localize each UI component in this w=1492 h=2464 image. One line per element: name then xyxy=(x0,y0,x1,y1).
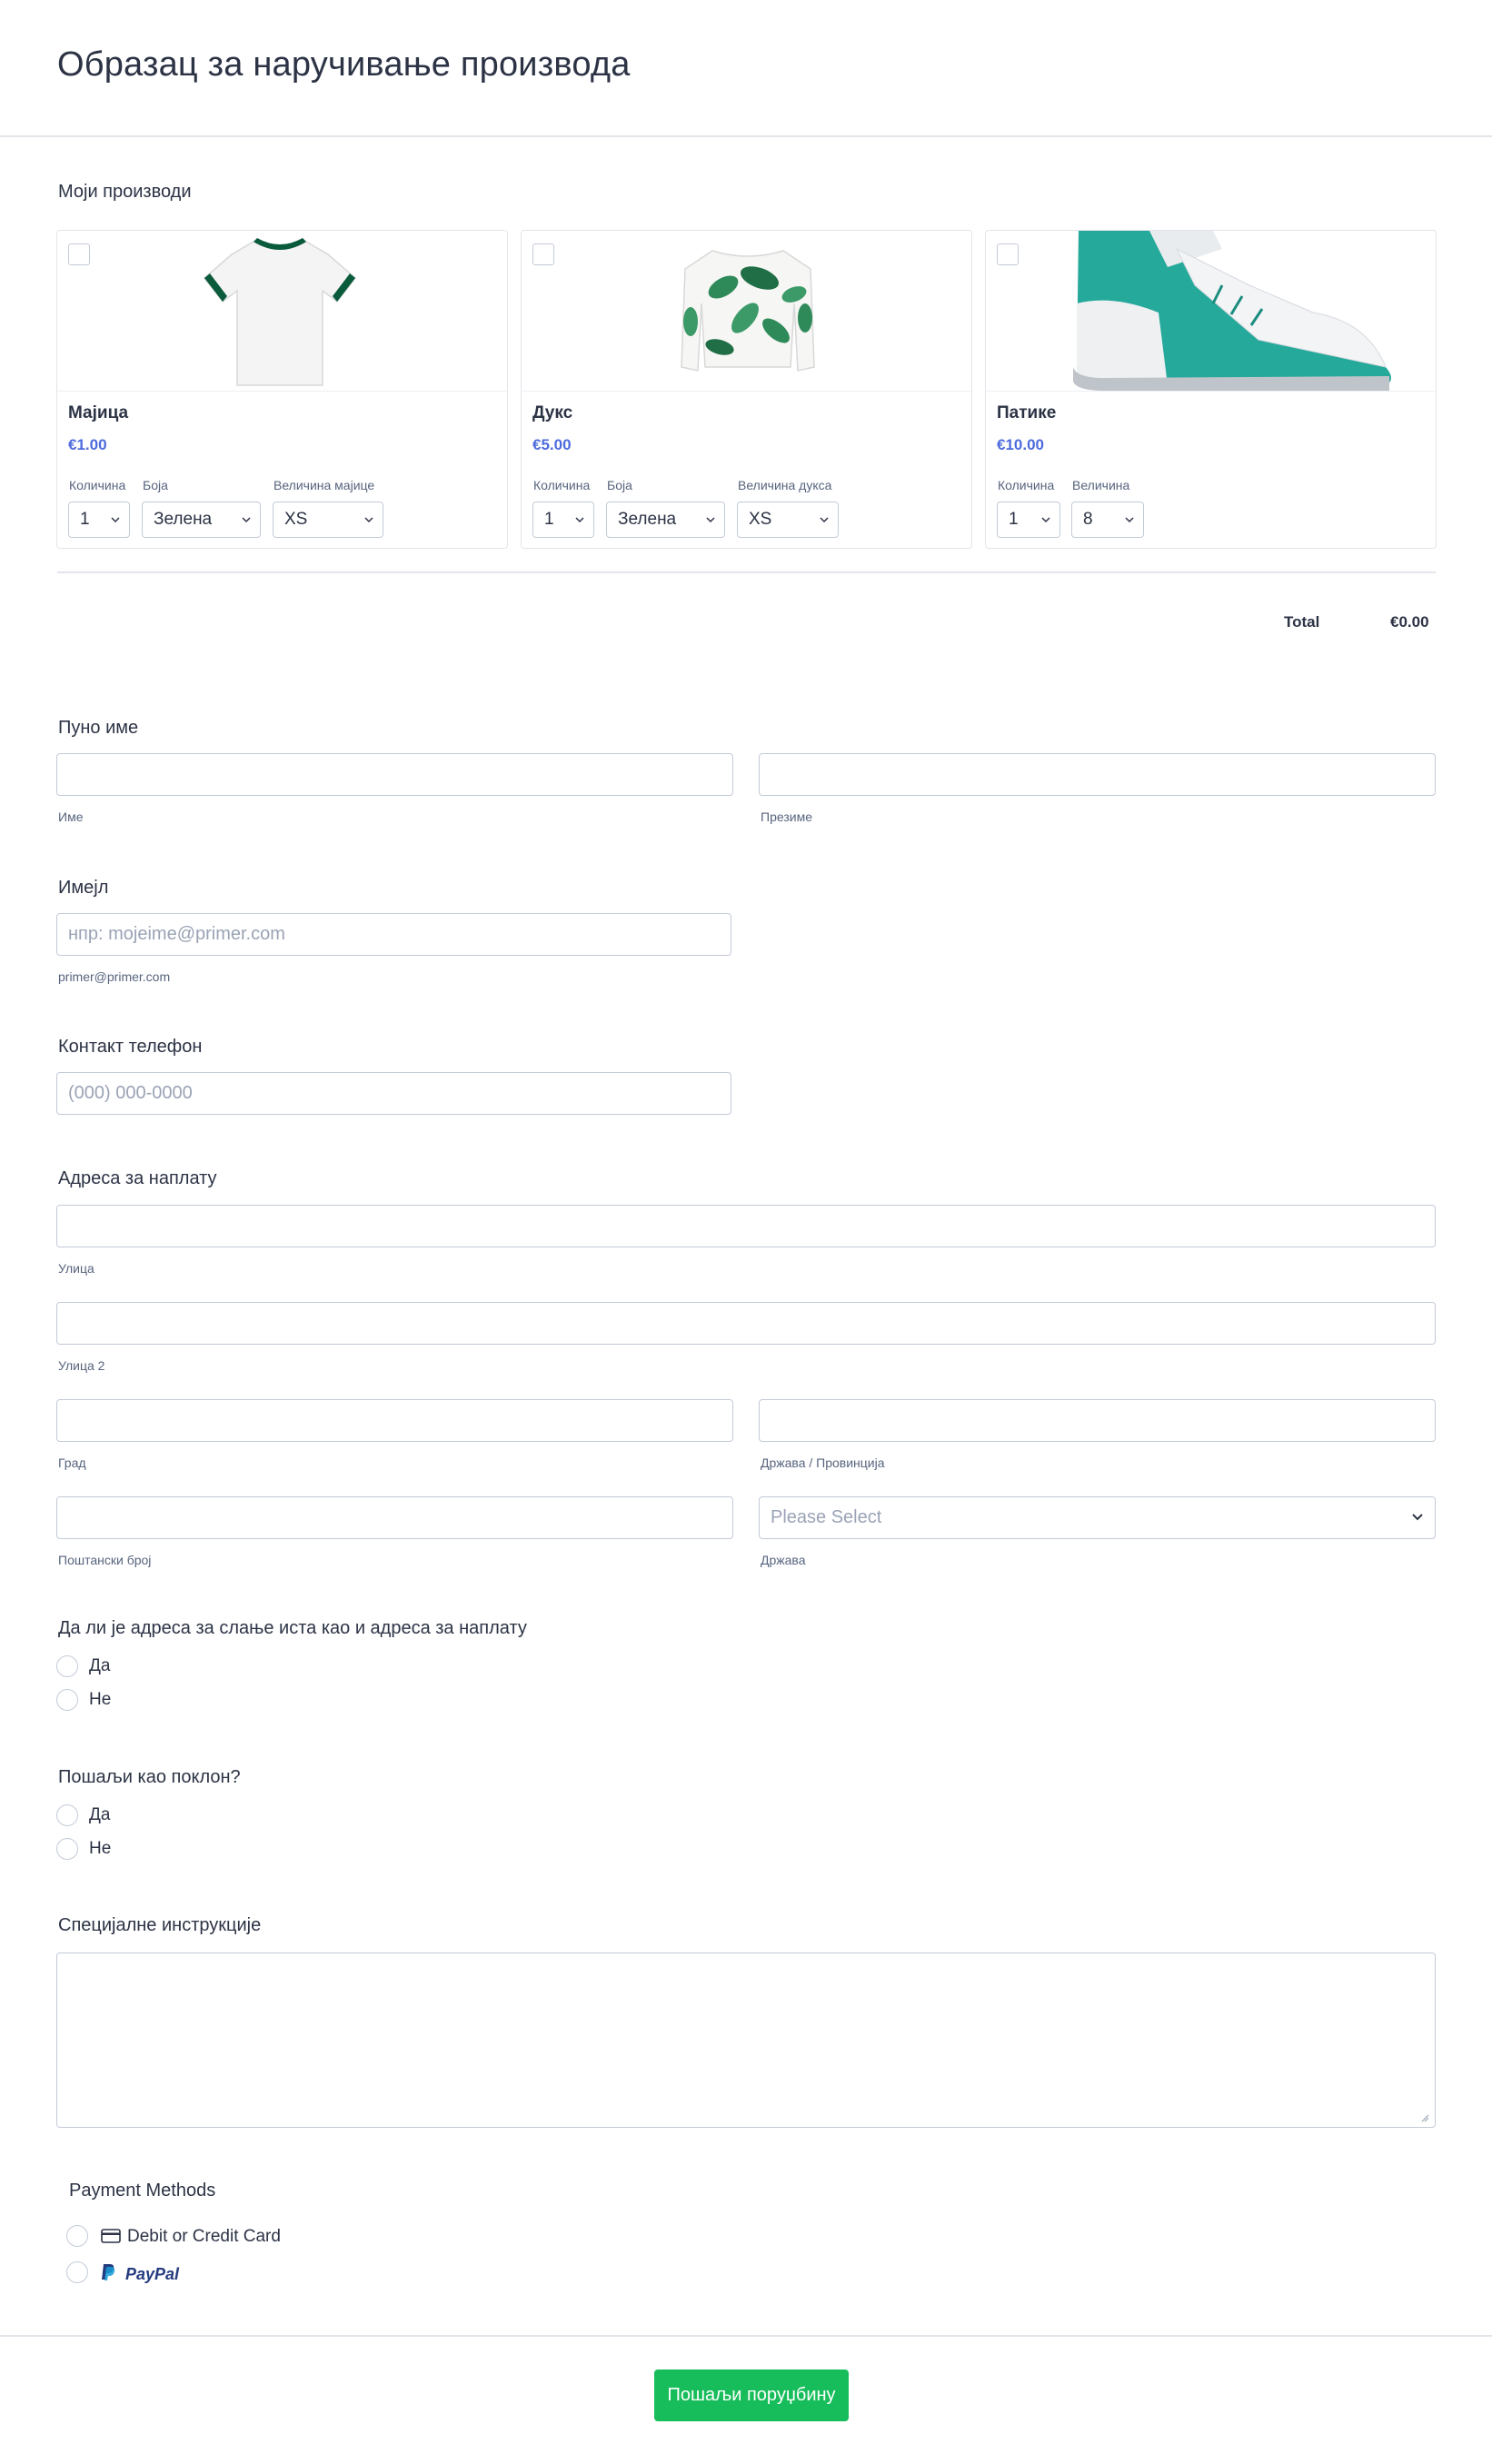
size-label: Величина xyxy=(1072,478,1130,492)
quantity-value: 1 xyxy=(544,510,554,529)
quantity-select[interactable] xyxy=(68,502,130,538)
tshirt-checkbox[interactable] xyxy=(68,243,90,265)
color-select[interactable] xyxy=(142,502,261,538)
gift-yes-radio[interactable] xyxy=(56,1804,78,1826)
quantity-label: Количина xyxy=(533,478,591,492)
products-label: Моји производи xyxy=(58,182,192,202)
sneaker-image xyxy=(986,231,1436,392)
zip-input[interactable] xyxy=(56,1496,733,1539)
street-input[interactable] xyxy=(56,1205,1436,1247)
quantity-select[interactable] xyxy=(997,502,1060,538)
credit-card-icon xyxy=(101,2229,121,2243)
street2-input[interactable] xyxy=(56,1302,1436,1345)
quantity-value: 1 xyxy=(80,510,90,529)
product-name: Дукс xyxy=(532,403,573,422)
street-sublabel: Улица xyxy=(58,1261,94,1276)
gift-no-radio[interactable] xyxy=(56,1838,78,1860)
card-payment-radio[interactable] xyxy=(66,2225,88,2247)
city-sublabel: Град xyxy=(58,1456,86,1470)
same-address-no-radio[interactable] xyxy=(56,1689,78,1711)
email-label: Имејл xyxy=(58,878,109,898)
city-input[interactable] xyxy=(56,1399,733,1442)
size-label: Величина дукса xyxy=(738,478,832,492)
product-name: Патике xyxy=(997,403,1057,422)
product-price: €1.00 xyxy=(68,436,107,453)
same-address-yes-label: Да xyxy=(89,1656,111,1675)
instructions-label: Специјалне инструкције xyxy=(58,1915,262,1935)
color-select[interactable] xyxy=(606,502,725,538)
size-value: XS xyxy=(284,510,308,529)
chevron-down-icon xyxy=(1411,1513,1424,1521)
form-header xyxy=(0,0,1492,137)
total-label: Total xyxy=(1284,613,1320,631)
chevron-down-icon xyxy=(1041,516,1050,523)
gift-question: Пошаљи као поклон? xyxy=(58,1767,241,1787)
same-address-no-label: Не xyxy=(89,1690,112,1709)
email-sublabel: primer@primer.com xyxy=(58,969,171,984)
product-card-sweatshirt xyxy=(521,230,972,549)
paypal-logo-text: PayPal xyxy=(125,2265,180,2283)
instructions-textarea[interactable] xyxy=(56,1952,1436,2128)
country-sublabel: Држава xyxy=(761,1553,806,1567)
sneakers-checkbox[interactable] xyxy=(997,243,1019,265)
total-value: €0.00 xyxy=(1390,613,1429,631)
color-label: Боја xyxy=(143,478,168,492)
size-select[interactable] xyxy=(1071,502,1144,538)
sweatshirt-image xyxy=(522,231,971,392)
quantity-value: 1 xyxy=(1009,510,1019,529)
tshirt-image xyxy=(57,231,507,392)
sweatshirt-checkbox[interactable] xyxy=(532,243,554,265)
email-input[interactable] xyxy=(56,913,731,956)
product-price: €5.00 xyxy=(532,436,572,453)
quantity-select[interactable] xyxy=(532,502,594,538)
quantity-label: Количина xyxy=(998,478,1055,492)
last-name-input[interactable] xyxy=(759,753,1436,796)
chevron-down-icon xyxy=(575,516,584,523)
product-name: Мајица xyxy=(68,403,129,422)
first-name-input[interactable] xyxy=(56,753,733,796)
last-name-sublabel: Презиме xyxy=(761,810,812,824)
color-value: Зелена xyxy=(618,510,677,529)
card-payment-label: Debit or Credit Card xyxy=(127,2227,281,2246)
zip-sublabel: Поштански број xyxy=(58,1553,152,1567)
size-select[interactable] xyxy=(737,502,839,538)
chevron-down-icon xyxy=(242,516,251,523)
size-value: 8 xyxy=(1083,510,1093,529)
size-select[interactable] xyxy=(273,502,383,538)
state-sublabel: Држава / Провинција xyxy=(761,1456,885,1470)
country-select-placeholder: Please Select xyxy=(771,1507,882,1527)
size-label: Величина мајице xyxy=(274,478,375,492)
phone-label: Контакт телефон xyxy=(58,1037,203,1057)
phone-input[interactable] xyxy=(56,1072,731,1115)
billing-address-label: Адреса за наплату xyxy=(58,1168,217,1188)
resize-handle-icon[interactable] xyxy=(1420,2113,1429,2122)
paypal-payment-radio[interactable] xyxy=(66,2261,88,2283)
color-value: Зелена xyxy=(154,510,213,529)
quantity-label: Количина xyxy=(69,478,126,492)
full-name-label: Пуно име xyxy=(58,718,139,738)
gift-no-label: Не xyxy=(89,1839,112,1858)
country-select[interactable] xyxy=(759,1496,1436,1539)
street2-sublabel: Улица 2 xyxy=(58,1358,105,1373)
chevron-down-icon xyxy=(364,516,373,523)
submit-order-button[interactable]: Пошаљи поруџбину xyxy=(654,2370,849,2421)
same-address-yes-radio[interactable] xyxy=(56,1655,78,1677)
same-address-question: Да ли је адреса за слање иста као и адреса за наплату xyxy=(58,1618,527,1638)
state-input[interactable] xyxy=(759,1399,1436,1442)
page-title: Образац за наручивање производа xyxy=(57,45,631,84)
first-name-sublabel: Име xyxy=(58,810,84,824)
paypal-icon xyxy=(101,2263,115,2281)
chevron-down-icon xyxy=(706,516,715,523)
products-divider xyxy=(57,571,1436,573)
gift-yes-label: Да xyxy=(89,1805,111,1824)
chevron-down-icon xyxy=(820,516,829,523)
chevron-down-icon xyxy=(111,516,120,523)
size-value: XS xyxy=(749,510,772,529)
product-price: €10.00 xyxy=(997,436,1044,453)
payment-methods-label: Payment Methods xyxy=(69,2181,216,2201)
color-label: Боја xyxy=(607,478,632,492)
product-card-tshirt xyxy=(56,230,508,549)
product-card-sneakers xyxy=(985,230,1437,549)
chevron-down-icon xyxy=(1125,516,1134,523)
